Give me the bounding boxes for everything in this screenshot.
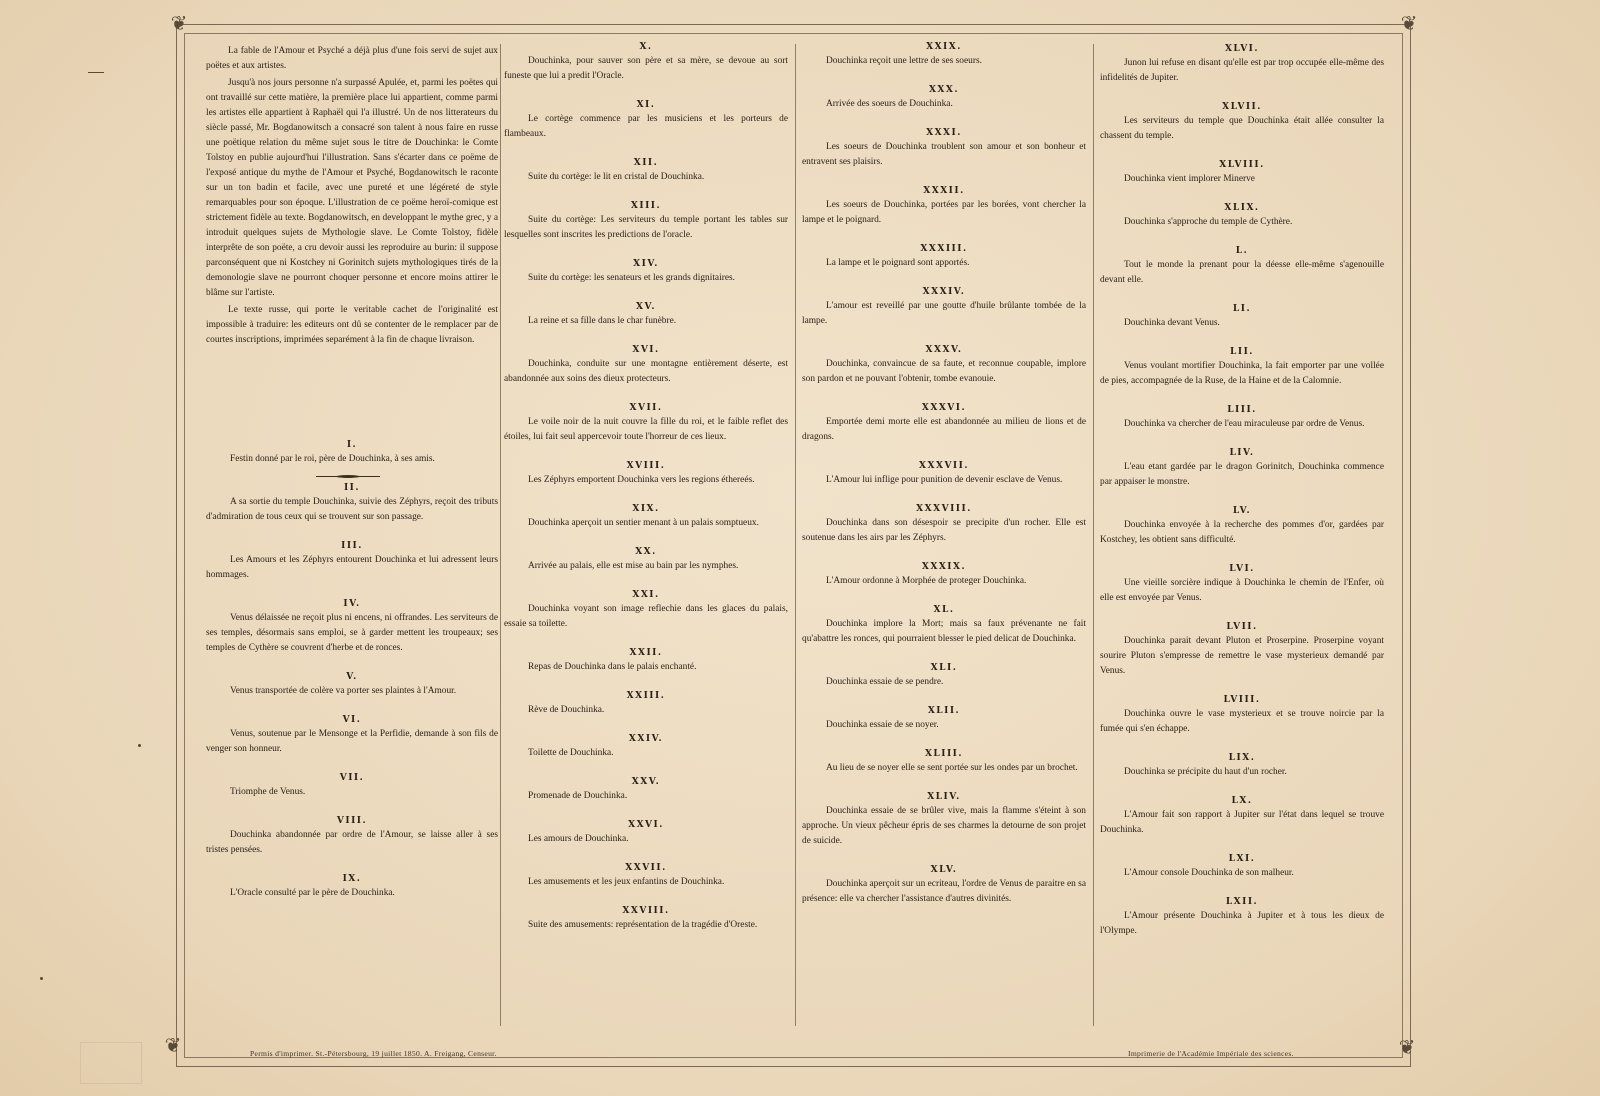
preface-paragraph: Le texte russe, qui porte le veritable cachet de l'originalité est impossible à traduire: les editeurs ont dû se contenter de le remplacer par de courtes inscriptions, imprimées separément à la fin de chaque livraison. xyxy=(206,305,498,345)
plate-number: IX. xyxy=(342,874,362,884)
plate-number: LIII. xyxy=(1227,405,1257,415)
plate-caption: Douchinka implore la Mort; mais sa faux prévenante ne fait qu'abattre les ronces, qui pourraient blesser le pied delicat de Douchinka. xyxy=(802,619,1086,644)
inscription-item xyxy=(504,861,788,890)
plate-caption: Douchinka vient implorer Minerve xyxy=(1124,174,1255,184)
plate-caption: Douchinka essaie de se pendre. xyxy=(826,677,944,687)
plate-caption: Douchinka voyant son image reflechie dans les glaces du palais, essaie sa toilette. xyxy=(504,604,788,629)
inscription-item xyxy=(206,713,498,757)
plate-caption: Les Zéphyrs emportent Douchinka vers les regions éthereés. xyxy=(528,475,755,485)
inscription-item xyxy=(802,459,1086,488)
inscription-item xyxy=(1100,201,1384,230)
plate-number: VI. xyxy=(342,715,362,725)
plate-number: XXXIV. xyxy=(922,287,966,297)
plate-caption: Douchinka va chercher de l'eau miraculeuse par ordre de Venus. xyxy=(1124,419,1365,429)
inscription-item xyxy=(504,98,788,142)
plate-number: XXXII. xyxy=(923,186,965,196)
plate-caption: Au lieu de se noyer elle se sent portée sur les ondes par un brochet. xyxy=(826,763,1078,773)
plate-number: XXXVI. xyxy=(921,403,967,413)
inscription-item xyxy=(504,502,788,531)
plate-caption: Venus voulant mortifier Douchinka, la fait emporter par une vollée de pies, accompagnée de la Ruse, de la Haine et de la Calomnie. xyxy=(1100,361,1384,386)
plate-caption: L'Amour lui inflige pour punition de devenir esclave de Venus. xyxy=(826,475,1063,485)
plate-caption: Tout le monde la prenant pour la déesse elle-même s'agenouille devant elle. xyxy=(1100,260,1384,285)
plate-number: XVI. xyxy=(632,345,660,355)
inscription-item xyxy=(1100,504,1384,548)
plate-caption: Douchinka ouvre le vase mysterieux et se trouve noircie par la fumée qui s'en échappe. xyxy=(1100,709,1384,734)
plate-number: XLVIII. xyxy=(1219,160,1265,170)
printer-imprint: Imprimerie de l'Académie Impériale des sciences. xyxy=(1128,1049,1294,1058)
corner-ornament-top-right: ❦ xyxy=(1400,11,1418,35)
inscription-item xyxy=(504,401,788,445)
plate-caption: Douchinka, conduite sur une montagne entièrement déserte, est abandonnée aux soins des dieux protecteurs. xyxy=(504,359,788,384)
inscription-item xyxy=(1100,403,1384,432)
plate-caption: Douchinka s'approche du temple de Cythère. xyxy=(1124,217,1293,227)
plate-caption: Toilette de Douchinka. xyxy=(528,748,614,758)
inscription-item xyxy=(802,83,1086,112)
plate-number: L. xyxy=(1235,246,1249,256)
plate-caption: L'Amour console Douchinka de son malheur. xyxy=(1124,868,1294,878)
plate-number: LIV. xyxy=(1229,448,1255,458)
plate-caption: Les serviteurs du temple que Douchinka était allée consulter la chassent du temple. xyxy=(1100,116,1384,141)
plate-caption: Douchinka abandonnée par ordre de l'Amour, se laisse aller à ses tristes pensées. xyxy=(206,830,498,855)
preface xyxy=(206,44,498,348)
plate-number: III. xyxy=(341,541,363,551)
plate-number: XLVII. xyxy=(1222,102,1262,112)
plate-number: V. xyxy=(346,672,358,682)
plate-caption: L'Amour fait son rapport à Jupiter sur l'état dans lequel se trouve Douchinka. xyxy=(1100,810,1384,835)
inscription-item xyxy=(504,459,788,488)
inscription-item xyxy=(504,156,788,185)
plate-number: XXXVIII. xyxy=(916,504,972,514)
inscription-item xyxy=(504,775,788,804)
plate-caption: Suite du cortège: le lit en cristal de Douchinka. xyxy=(528,172,705,182)
plate-caption: Douchinka parait devant Pluton et Proserpine. Proserpine voyant sourire Pluton s'empresse de remettre le vase mysterieux demandé par Venus. xyxy=(1100,636,1384,676)
plate-caption: Suite du cortège: Les serviteurs du temple portant les tables sur lesquelles sont inscrites les predictions de l'oracle. xyxy=(504,215,788,240)
plate-number: XXVI. xyxy=(628,820,664,830)
plate-number: LVIII. xyxy=(1223,695,1261,705)
inscription-item xyxy=(504,545,788,574)
inscription-item xyxy=(504,818,788,847)
inscription-item xyxy=(1100,42,1384,86)
plate-number: XLV. xyxy=(930,865,958,875)
plate-number: LXI. xyxy=(1228,854,1256,864)
plate-caption: Suite des amusements: représentation de la tragédie d'Oreste. xyxy=(528,920,758,930)
plate-caption: Douchinka envoyée à la recherche des pommes d'or, gardées par Kostchey, les obtient sans difficulté. xyxy=(1100,520,1384,545)
inscription-item xyxy=(802,40,1086,69)
inscription-item xyxy=(802,285,1086,329)
inscription-item xyxy=(1100,620,1384,679)
plate-caption: L'Amour présente Douchinka à Jupiter et à tous les dieux de l'Olympe. xyxy=(1100,911,1384,936)
plate-number: XX. xyxy=(635,547,657,557)
plate-number: XIV. xyxy=(633,259,659,269)
plate-number: XVIII. xyxy=(626,461,666,471)
inscription-item xyxy=(206,872,498,901)
plate-caption: Venus délaissée ne reçoit plus ni encens, ni offrandes. Les serviteurs de ses temples, désormais sans emploi, se à garder mettent les troupeaux; ses temples de Cythère se couvrent d'herbe et de ronces. xyxy=(206,613,498,653)
corner-ornament-top-left: ❦ xyxy=(170,11,188,35)
plate-caption: A sa sortie du temple Douchinka, suivie des Zéphyrs, reçoit des tributs d'admiration de tous ceux qui se trouvent sur son passage. xyxy=(206,497,498,522)
plate-number: XVII. xyxy=(629,403,663,413)
inscription-item xyxy=(1100,446,1384,490)
plate-number: XIII. xyxy=(630,201,662,211)
inscription-item xyxy=(504,904,788,933)
plate-number: XLVI. xyxy=(1224,44,1260,54)
plate-number: XL. xyxy=(933,605,955,615)
plate-number: XXIX. xyxy=(926,42,962,52)
plate-caption: Douchinka essaie de se noyer. xyxy=(826,720,939,730)
inscription-item xyxy=(504,300,788,329)
inscription-item xyxy=(802,704,1086,733)
plate-number: LVII. xyxy=(1226,622,1258,632)
inscription-item xyxy=(206,438,498,467)
inscription-item xyxy=(1100,244,1384,288)
plate-caption: Douchinka, convaincue de sa faute, et reconnue coupable, implore son pardon et ne pouvant l'obtenir, tombe evanouie. xyxy=(802,359,1086,384)
plate-number: XXXVII. xyxy=(919,461,969,471)
column-4 xyxy=(1100,42,1384,953)
plate-number: XXXI. xyxy=(926,128,962,138)
inscription-item xyxy=(802,790,1086,849)
plate-caption: L'Amour ordonne à Morphée de proteger Douchinka. xyxy=(826,576,1027,586)
plate-caption: Triomphe de Venus. xyxy=(230,787,306,797)
inscription-item xyxy=(504,689,788,718)
inscription-item xyxy=(504,343,788,387)
column-1 xyxy=(206,44,498,915)
preface-paragraph: Jusqu'à nos jours personne n'a surpassé Apulée, et, parmi les poëtes qui ont travaillé sur cette matière, la première place lui appartient, comme parmi les artistes elle appartient à Raphaël qui l'a illustré. Un de nos litterateurs du siècle passé, Mr. Bogdanowitsch a consacré son talent à nous faire en russe une poëtique relation du même sujet sous le titre de Douchinka: le Comte Tolstoy en publie aujourd'hui l'illustration. Sans s'écarter dans ce poëme de l'exposé antique du mythe de l'Amour et Psyché, Bogdanowitsch le raconte sur un ton badin et facile, avec une pureté et une légéreté de style remarquables pour son époque. L'illustration de ce poëme heroï-comique est strictement fidèle au texte. Bogdanowitsch, en developpant le mythe grec, y a introduit quelques sujets de Mythologie slave. Le Comte Tolstoy, fidèle interprête de son poëte, a cru devoir aussi les reproduire au burin: il suppose parconséquent que ni Kostchey ni Gorinitch sujets mythologiques tirés de la demonologie slave ne pourront choquer personne et encore moins attirer le blâme sur l'artiste. xyxy=(206,78,498,298)
inscription-item xyxy=(802,560,1086,589)
plate-caption: L'Oracle consulté par le père de Douchinka. xyxy=(230,888,395,898)
ornamental-separator xyxy=(316,475,380,478)
plate-caption: Arrivée des soeurs de Douchinka. xyxy=(826,99,953,109)
inscription-item xyxy=(504,199,788,243)
plate-number: XII. xyxy=(633,158,659,168)
inscription-item xyxy=(1100,852,1384,881)
plate-number: XV. xyxy=(635,302,657,312)
plate-caption: Suite du cortège: les senateurs et les grands dignitaires. xyxy=(528,273,735,283)
inscription-list xyxy=(1100,42,1384,939)
plate-caption: Venus transportée de colère va porter ses plaintes à l'Amour. xyxy=(230,686,457,696)
plate-number: IV. xyxy=(343,599,361,609)
inscription-item xyxy=(206,539,498,583)
plate-caption: Les amusements et les jeux enfantins de Douchinka. xyxy=(528,877,725,887)
plate-number: XXIV. xyxy=(628,734,664,744)
margin-dot xyxy=(40,977,43,980)
plate-caption: Repas de Douchinka dans le palais enchanté. xyxy=(528,662,697,672)
plate-number: I. xyxy=(346,440,358,450)
plate-caption: Promenade de Douchinka. xyxy=(528,791,628,801)
inscription-item xyxy=(504,732,788,761)
plate-caption: Douchinka, pour sauver son père et sa mère, se devoue au sort funeste que lui a predit l'Oracle. xyxy=(504,56,788,81)
plate-number: XIX. xyxy=(632,504,660,514)
inscription-item xyxy=(1100,693,1384,737)
inscription-item xyxy=(1100,562,1384,606)
inscription-item xyxy=(802,603,1086,647)
inscription-item xyxy=(802,863,1086,907)
plate-number: XXVII. xyxy=(625,863,667,873)
inscription-item xyxy=(802,126,1086,170)
inscription-item xyxy=(802,747,1086,776)
inscription-item xyxy=(802,661,1086,690)
plate-number: XLIII. xyxy=(924,749,964,759)
inscription-item xyxy=(1100,751,1384,780)
inscription-item xyxy=(802,502,1086,546)
plate-number: XXX. xyxy=(928,85,960,95)
plate-number: LXII. xyxy=(1225,897,1259,907)
inscription-item xyxy=(504,40,788,84)
inscription-item xyxy=(1100,345,1384,389)
plate-caption: Le voile noir de la nuit couvre la fille du roi, et le faible reflet des étoiles, lui fait seul appercevoir toute l'horreur de ces lieux. xyxy=(504,417,788,442)
censor-imprint: Permis d'imprimer. St.-Pétersbourg, 19 juillet 1850. A. Freigang, Censeur. xyxy=(250,1049,497,1058)
inscription-item xyxy=(206,814,498,858)
inscription-list xyxy=(206,438,498,901)
plate-caption: Le cortège commence par les musiciens et les porteurs de flambeaux. xyxy=(504,114,788,139)
plate-number: XLI. xyxy=(930,663,958,673)
inscription-list xyxy=(504,40,788,933)
plate-caption: Les amours de Douchinka. xyxy=(528,834,629,844)
plate-caption: Rève de Douchinka. xyxy=(528,705,605,715)
plate-caption: Arrivée au palais, elle est mise au bain par les nymphes. xyxy=(528,561,739,571)
column-2 xyxy=(504,40,788,947)
inscription-list xyxy=(802,40,1086,907)
plate-caption: Emportée demi morte elle est abandonnée au milieu de lions et de dragons. xyxy=(802,417,1086,442)
plate-number: XXV. xyxy=(631,777,661,787)
inscription-item xyxy=(206,771,498,800)
margin-dot xyxy=(138,744,141,747)
inscription-item xyxy=(504,646,788,675)
plate-caption: Douchinka devant Venus. xyxy=(1124,318,1220,328)
plate-number: LII. xyxy=(1230,347,1254,357)
plate-number: XXXIX. xyxy=(921,562,967,572)
plate-number: XLIX. xyxy=(1224,203,1260,213)
plate-number: XXIII. xyxy=(626,691,666,701)
plate-number: XLIV. xyxy=(927,792,961,802)
plate-caption: Douchinka aperçoit un sentier menant à un palais somptueux. xyxy=(528,518,759,528)
inscription-item xyxy=(504,588,788,632)
plate-caption: La reine et sa fille dans le char funèbre. xyxy=(528,316,677,326)
inscription-item xyxy=(1100,158,1384,187)
column-3 xyxy=(802,40,1086,921)
plate-number: X. xyxy=(639,42,653,52)
plate-caption: L'amour est reveillé par une goutte d'huile brûlante tombée de la lampe. xyxy=(802,301,1086,326)
inscription-item xyxy=(1100,302,1384,331)
plate-caption: L'eau etant gardée par le dragon Gorinitch, Douchinka commence par appaiser le monstre. xyxy=(1100,462,1384,487)
plate-number: XXVIII. xyxy=(622,906,670,916)
inscription-item xyxy=(206,670,498,699)
inscription-item xyxy=(504,257,788,286)
plate-number: XXI. xyxy=(632,590,660,600)
plate-number: XI. xyxy=(636,100,656,110)
plate-caption: Douchinka se précipite du haut d'un rocher. xyxy=(1124,767,1287,777)
plate-number: LVI. xyxy=(1229,564,1255,574)
plate-number: XXII. xyxy=(629,648,663,658)
plate-number: II. xyxy=(343,483,361,493)
plate-caption: La lampe et le poignard sont apportés. xyxy=(826,258,970,268)
plate-number: LI. xyxy=(1232,304,1252,314)
column-rule xyxy=(1093,44,1094,1026)
plate-number: XXXV. xyxy=(925,345,963,355)
plate-caption: Venus, soutenue par le Mensonge et la Perfidie, demande à son fils de venger son honneur. xyxy=(206,729,498,754)
plate-number: VIII. xyxy=(336,816,368,826)
plate-caption: Douchinka aperçoit sur un ecriteau, l'ordre de Venus de paraitre en sa présence: elle va chercher l'assistance d'autres divinités. xyxy=(802,879,1086,904)
inscription-item xyxy=(802,184,1086,228)
inscription-item xyxy=(206,481,498,525)
plate-number: LX. xyxy=(1231,796,1253,806)
column-rule xyxy=(795,44,796,1026)
corner-ornament-bottom-right: ❦ xyxy=(1398,1035,1416,1059)
plate-number: XLII. xyxy=(927,706,961,716)
inscription-item xyxy=(1100,895,1384,939)
margin-mark xyxy=(88,72,104,73)
plate-caption: Festin donné par le roi, père de Douchinka, à ses amis. xyxy=(230,454,435,464)
library-stamp xyxy=(80,1042,142,1084)
plate-number: VII. xyxy=(339,773,365,783)
plate-caption: Une vieille sorcière indique à Douchinka le chemin de l'Enfer, où elle est envoyée par Venus. xyxy=(1100,578,1384,603)
plate-caption: Douchinka reçoit une lettre de ses soeurs. xyxy=(826,56,982,66)
plate-caption: Douchinka essaie de se brûler vive, mais la flamme s'éteint à son approche. Un vieux pêcheur épris de ses charmes la detourne de son projet de suicide. xyxy=(802,806,1086,846)
plate-caption: Douchinka dans son désespoir se precipite d'un rocher. Elle est soutenue dans les airs par les Zéphyrs. xyxy=(802,518,1086,543)
column-rule xyxy=(500,44,501,1026)
plate-number: LIX. xyxy=(1228,753,1256,763)
plate-caption: Junon lui refuse en disant qu'elle est par trop occupée elle-même des infidelités de Jupiter. xyxy=(1100,58,1384,83)
preface-paragraph: La fable de l'Amour et Psyché a déjà plus d'une fois servi de sujet aux poëtes et aux artistes. xyxy=(206,46,498,71)
plate-caption: Les Amours et les Zéphyrs entourent Douchinka et lui adressent leurs hommages. xyxy=(206,555,498,580)
plate-number: LV. xyxy=(1232,506,1252,516)
plate-caption: Les soeurs de Douchinka, portées par les borées, vont chercher la lampe et le poignard. xyxy=(802,200,1086,225)
inscription-item xyxy=(1100,100,1384,144)
plate-caption: Les soeurs de Douchinka troublent son amour et son bonheur et entravent ses plaisirs. xyxy=(802,142,1086,167)
corner-ornament-bottom-left: ❦ xyxy=(164,1033,182,1057)
inscription-item xyxy=(802,343,1086,387)
inscription-item xyxy=(802,401,1086,445)
inscription-item xyxy=(206,597,498,656)
plate-number: XXXIII. xyxy=(920,244,968,254)
inscription-item xyxy=(802,242,1086,271)
inscription-item xyxy=(1100,794,1384,838)
